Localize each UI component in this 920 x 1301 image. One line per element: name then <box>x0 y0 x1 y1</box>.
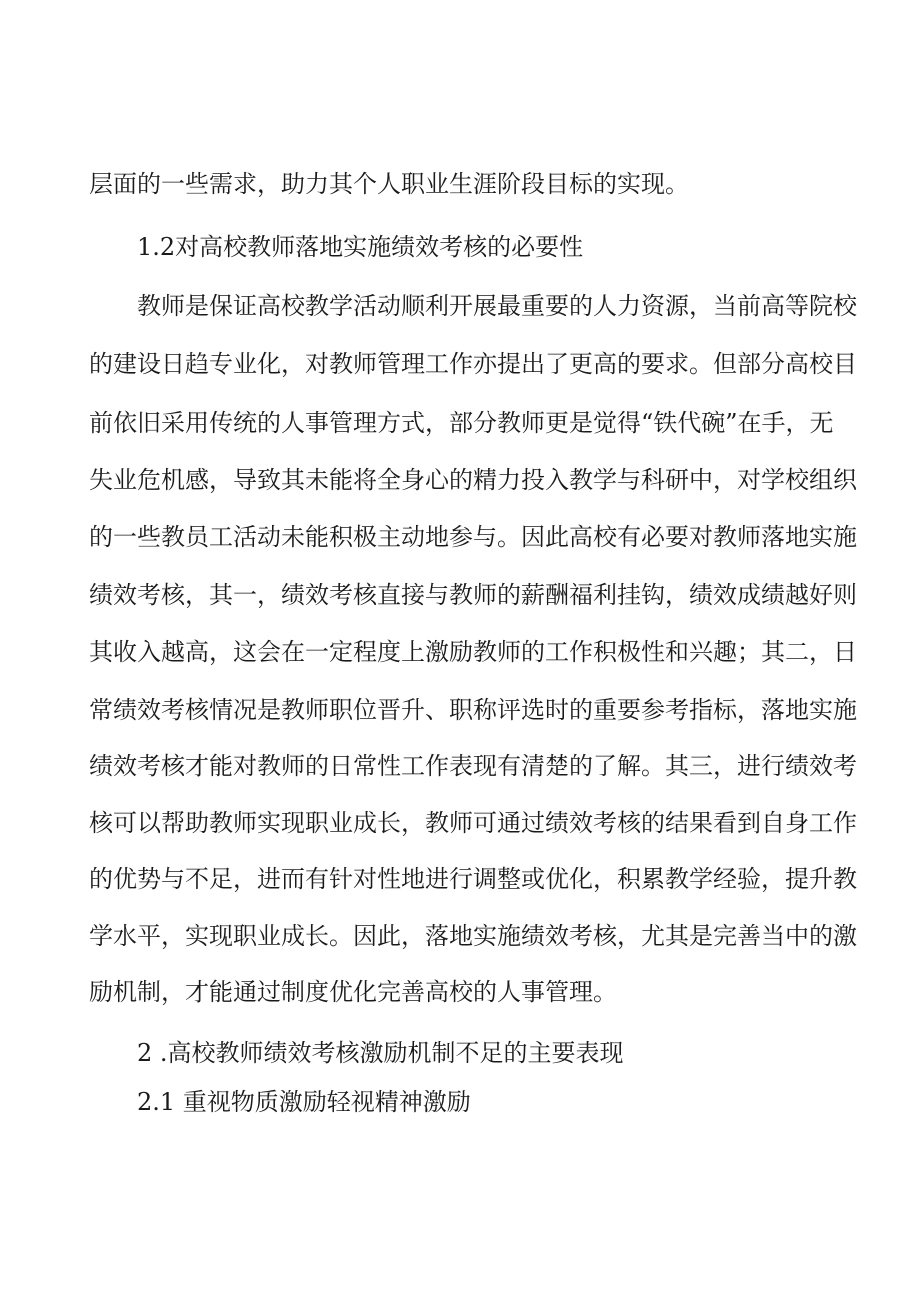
paragraph-line: 的建设日趋专业化，对教师管理工作亦提出了更高的要求。但部分高校目 <box>89 350 857 378</box>
paragraph-line: 失业危机感，导致其未能将全身心的精力投入教学与科研中，对学校组织 <box>89 466 857 494</box>
paragraph-line: 学水平，实现职业成长。因此，落地实施绩效考核，尤其是完善当中的激 <box>89 922 857 950</box>
paragraph-line: 绩效考核才能对教师的日常性工作表现有清楚的了解。其三，进行绩效考 <box>89 752 857 780</box>
section-2-heading: 2 .高校教师绩效考核激励机制不足的主要表现 <box>137 1039 624 1067</box>
section-2-1-heading: 2.1 重视物质激励轻视精神激励 <box>137 1088 471 1116</box>
paragraph-line: 其收入越高，这会在一定程度上激励教师的工作积极性和兴趣；其二，日 <box>89 638 857 666</box>
section-1-2-heading: 1.2对高校教师落地实施绩效考核的必要性 <box>137 233 584 261</box>
carryover-text-line: 层面的一些需求，助力其个人职业生涯阶段目标的实现。 <box>89 170 689 198</box>
paragraph-line: 前依旧采用传统的人事管理方式，部分教师更是觉得“铁代碗”在手，无 <box>89 409 834 437</box>
paragraph-line: 核可以帮助教师实现职业成长，教师可通过绩效考核的结果看到自身工作 <box>89 809 857 837</box>
paragraph-line: 的优势与不足，进而有针对性地进行调整或优化，积累教学经验，提升教 <box>89 865 857 893</box>
paragraph-line: 教师是保证高校教学活动顺利开展最重要的人力资源，当前高等院校 <box>137 292 857 320</box>
paragraph-line: 的一些教员工活动未能积极主动地参与。因此高校有必要对教师落地实施 <box>89 523 857 551</box>
paragraph-line: 励机制，才能通过制度优化完善高校的人事管理。 <box>89 978 617 1006</box>
paragraph-line: 常绩效考核情况是教师职位晋升、职称评选时的重要参考指标，落地实施 <box>89 696 857 724</box>
paragraph-line: 绩效考核，其一，绩效考核直接与教师的薪酬福利挂钩，绩效成绩越好则 <box>89 581 857 609</box>
